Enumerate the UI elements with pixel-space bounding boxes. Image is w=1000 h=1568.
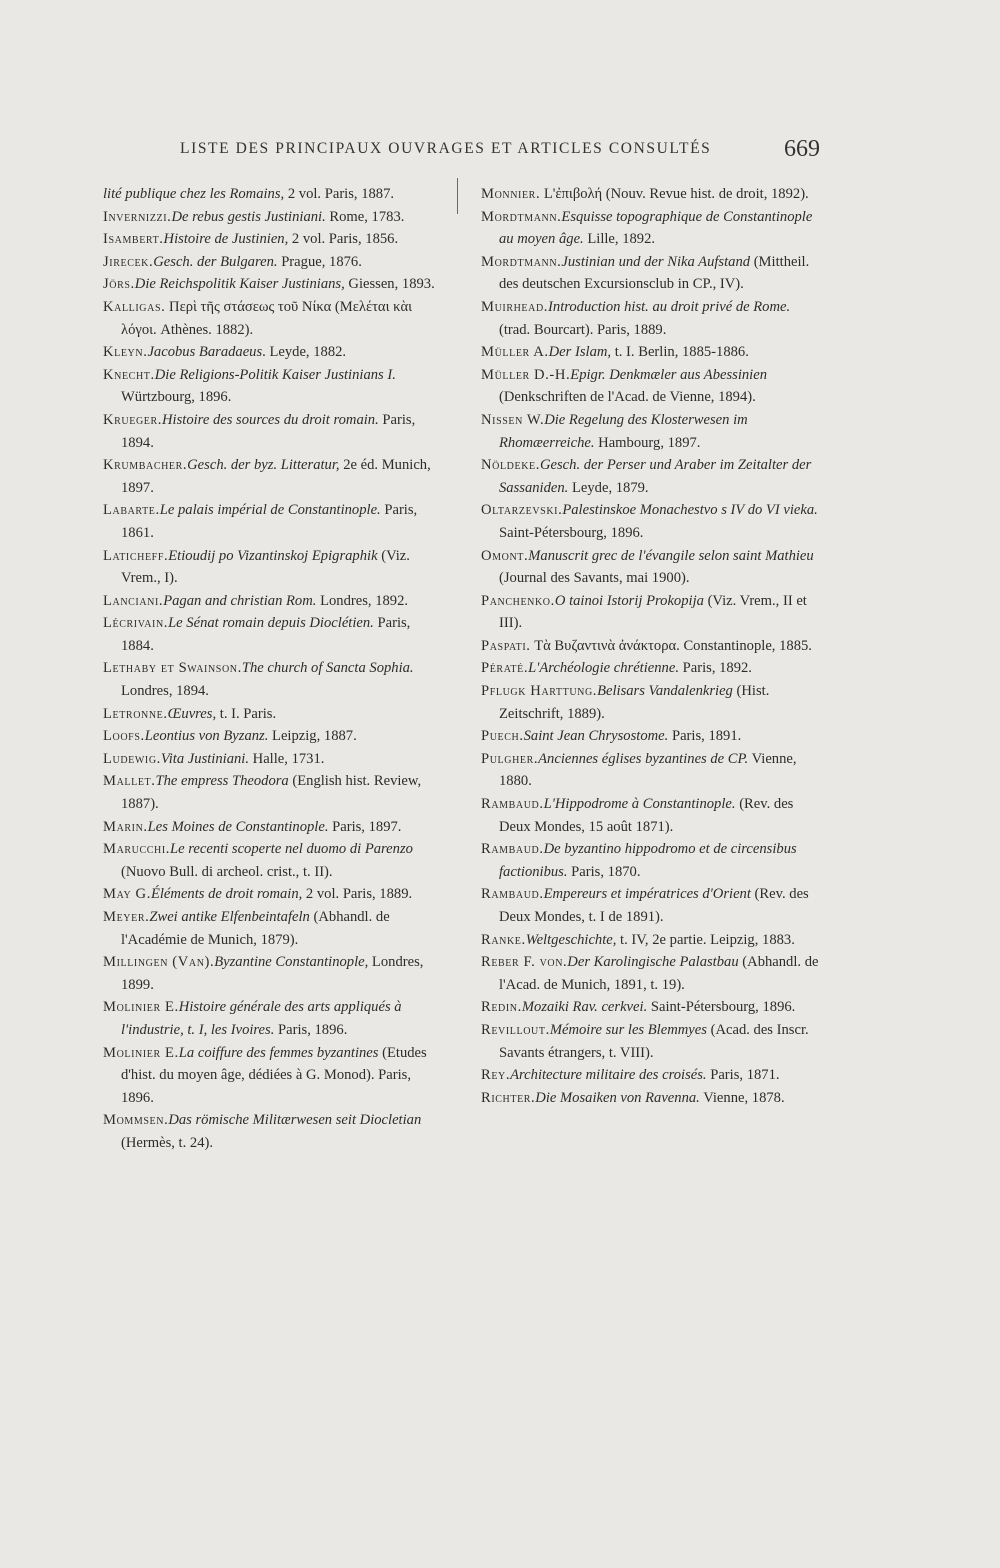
entry-author: Krueger. bbox=[103, 411, 162, 428]
page-number: 669 bbox=[784, 136, 820, 162]
entry-details: L'ἐπιβολή (Nouv. Revue hist. de droit, 1892). bbox=[540, 186, 809, 202]
entry-author: Rambaud. bbox=[481, 886, 544, 903]
bibliography-entry bbox=[481, 635, 821, 658]
bibliography-entry bbox=[481, 883, 821, 928]
entry-details: (Nuovo Bull. di archeol. crist., t. II). bbox=[121, 863, 333, 880]
entry-author: Knecht. bbox=[103, 366, 155, 383]
entry-details: Leipzig, 1887. bbox=[268, 728, 357, 745]
entry-author: Kalligas. bbox=[103, 298, 166, 315]
entry-details: (Etudes d'hist. du moyen âge, dédiées à G. Monod). Paris, 1896. bbox=[121, 1044, 427, 1106]
entry-author: Rey. bbox=[481, 1067, 511, 1084]
bibliography-entry bbox=[481, 951, 821, 996]
entry-author: Puech. bbox=[481, 728, 524, 745]
entry-title: De byzantino hippodromo et de circensibus factionibus. bbox=[499, 841, 797, 880]
entry-author: Mallet. bbox=[103, 773, 156, 790]
entry-title: La coiffure des femmes byzantines bbox=[178, 1044, 379, 1061]
bibliography-entry bbox=[103, 612, 443, 657]
entry-author: Pulgher. bbox=[481, 750, 539, 767]
entry-author: Invernizzi. bbox=[103, 208, 172, 225]
entry-title: Les Moines de Constantinople. bbox=[147, 818, 329, 835]
entry-title: Le recenti scoperte nel duomo di Parenzo bbox=[170, 841, 413, 858]
bibliography-entry bbox=[481, 183, 821, 206]
entry-author: Monnier. bbox=[481, 186, 541, 202]
entry-title: Die Mosaiken von Ravenna. bbox=[535, 1089, 700, 1106]
entry-details: (Rev. des Deux Mondes, 15 août 1871). bbox=[499, 796, 794, 835]
entry-details: Περὶ τῆς στάσεως τοῦ Νίκα (Μελέται κὰι λόγοι. Athènes. 1882). bbox=[121, 298, 413, 338]
bibliography-entry bbox=[481, 364, 821, 409]
entry-author: Molinier E. bbox=[103, 999, 179, 1016]
entry-title: Gesch. der Bulgaren. bbox=[153, 253, 278, 270]
bibliography-entry bbox=[103, 590, 443, 613]
entry-title: Der Karolingische Palastbau bbox=[567, 954, 739, 971]
entry-details: (Viz. Vrem., I). bbox=[121, 547, 410, 587]
entry-title: Mémoire sur les Blemmyes bbox=[549, 1021, 707, 1038]
entry-details: 2 vol. Paris, 1887. bbox=[284, 186, 395, 202]
entry-title: Empereurs et impératrices d'Orient bbox=[543, 886, 751, 903]
entry-author: Lécrivain. bbox=[103, 615, 169, 632]
entry-author: Krumbacher. bbox=[103, 457, 188, 474]
bibliography-entry bbox=[103, 545, 443, 590]
bibliography-entry bbox=[103, 1042, 443, 1110]
bibliography-entry bbox=[103, 499, 443, 544]
entry-title: Anciennes églises byzantines de CP. bbox=[538, 750, 749, 767]
entry-details: Halle, 1731. bbox=[249, 750, 325, 767]
entry-details: Rome, 1783. bbox=[325, 208, 405, 225]
entry-author: Müller D.-H. bbox=[481, 366, 571, 383]
bibliography-entry bbox=[103, 725, 443, 748]
entry-author: Loofs. bbox=[103, 728, 145, 745]
entry-author: Kleyn. bbox=[103, 344, 148, 361]
bibliography-entry bbox=[103, 183, 443, 206]
bibliography-entry bbox=[481, 590, 821, 635]
entry-details: (Mittheil. des deutschen Excursionsclub in CP., IV). bbox=[499, 253, 810, 293]
bibliography-entry bbox=[103, 838, 443, 883]
bibliography-entry bbox=[481, 341, 821, 364]
entry-details: (Journal des Savants, mai 1900). bbox=[499, 570, 690, 587]
entry-author: Muirhead. bbox=[481, 298, 549, 315]
bibliography-entry bbox=[103, 657, 443, 702]
entry-details: Hambourg, 1897. bbox=[594, 434, 701, 451]
bibliography-entry bbox=[481, 657, 821, 680]
bibliography-entry bbox=[103, 770, 443, 815]
entry-title: Justinian und der Nika Aufstand bbox=[561, 253, 751, 270]
entry-author: Oltarzevski. bbox=[481, 502, 563, 519]
entry-title: O tainoi Istorij Prokopija bbox=[554, 592, 704, 609]
bibliography-entry bbox=[103, 906, 443, 951]
entry-author: Ranke. bbox=[481, 931, 526, 948]
bibliography-entry bbox=[103, 703, 443, 726]
entry-author: Richter. bbox=[481, 1089, 536, 1106]
entry-author: Redin. bbox=[481, 999, 522, 1016]
bibliography-entry bbox=[103, 996, 443, 1041]
entry-title: Esquisse topographique de Constantinople au moyen âge. bbox=[499, 208, 813, 248]
entry-title: Vita Justiniani. bbox=[160, 750, 250, 767]
entry-details: Leyde, 1879. bbox=[568, 479, 649, 496]
bibliography-entry bbox=[103, 228, 443, 251]
entry-details: Paris, 1870. bbox=[567, 863, 641, 880]
entry-details: t. IV, 2e partie. Leipzig, 1883. bbox=[616, 931, 795, 948]
bibliography-entry bbox=[103, 206, 443, 229]
entry-details: Paris, 1891. bbox=[668, 728, 742, 745]
entry-author: Jirecek. bbox=[103, 253, 154, 270]
entry-author: Labarte. bbox=[103, 502, 160, 519]
bibliography-entry bbox=[481, 545, 821, 590]
entry-author: Müller A. bbox=[481, 344, 549, 361]
entry-author: Marucchi. bbox=[103, 841, 171, 858]
bibliography-entry bbox=[481, 1064, 821, 1087]
bibliography-entry bbox=[481, 1087, 821, 1110]
entry-details: t. I. Berlin, 1885-1886. bbox=[611, 344, 749, 361]
entry-title: Mozaiki Rav. cerkvei. bbox=[521, 999, 648, 1016]
bibliography-entry bbox=[481, 748, 821, 793]
bibliography-entry bbox=[481, 409, 821, 454]
entry-author: Ludewig. bbox=[103, 750, 161, 767]
entry-title: Palestinskoe Monachestvo s IV do VI vieka. bbox=[562, 502, 818, 519]
entry-title: Epigr. Denkmæler aus Abessinien bbox=[570, 366, 768, 383]
entry-author: Mordtmann. bbox=[481, 253, 562, 270]
entry-details: Saint-Pétersbourg, 1896. bbox=[647, 999, 796, 1016]
entry-title: lité publique chez les Romains, bbox=[103, 186, 285, 202]
entry-title: Œuvres, bbox=[167, 705, 217, 722]
bibliography-entry bbox=[103, 951, 443, 996]
bibliography-entry bbox=[481, 680, 821, 725]
entry-details: Vienne, 1878. bbox=[699, 1089, 785, 1106]
bibliography-entry bbox=[103, 296, 443, 341]
entry-title: Éléments de droit romain, bbox=[150, 886, 303, 903]
entry-author: May G. bbox=[103, 886, 151, 903]
bibliography-entry bbox=[481, 996, 821, 1019]
entry-author: Mommsen. bbox=[103, 1112, 169, 1129]
entry-details: (Denkschriften de l'Acad. de Vienne, 1894). bbox=[499, 389, 756, 406]
entry-details: Paris, 1871. bbox=[706, 1067, 780, 1084]
entry-title: Leontius von Byzanz. bbox=[144, 728, 269, 745]
entry-title: Histoire de Justinien, bbox=[163, 231, 289, 248]
entry-details: Londres, 1899. bbox=[121, 954, 424, 993]
entry-details: Londres, 1894. bbox=[121, 683, 209, 700]
bibliography-entry bbox=[103, 409, 443, 454]
bibliography-entry bbox=[103, 251, 443, 274]
entry-details: (Hist. Zeitschrift, 1889). bbox=[499, 683, 770, 722]
entry-details: t. I. Paris. bbox=[216, 705, 277, 722]
entry-author: Pflugk Harttung. bbox=[481, 683, 598, 700]
bibliography-entry bbox=[481, 251, 821, 296]
entry-title: Saint Jean Chrysostome. bbox=[523, 728, 669, 745]
entry-author: Meyer. bbox=[103, 909, 150, 925]
entry-title: Le Sénat romain depuis Dioclétien. bbox=[168, 615, 374, 632]
entry-title: Gesch. der Perser und Araber im Zeitalter der Sassaniden. bbox=[499, 457, 812, 496]
entry-author: Molinier E. bbox=[103, 1044, 179, 1061]
bibliography-entry bbox=[103, 341, 443, 364]
bibliography-entry bbox=[103, 1109, 443, 1154]
entry-details: Lille, 1892. bbox=[583, 231, 656, 248]
entry-title: De rebus gestis Justiniani. bbox=[171, 208, 326, 225]
entry-author: Paspati. bbox=[481, 637, 531, 654]
entry-author: Marin. bbox=[103, 818, 148, 835]
page-header bbox=[180, 136, 820, 166]
bibliography-entry bbox=[103, 273, 443, 296]
entry-details: (Viz. Vrem., II et III). bbox=[499, 592, 807, 632]
entry-author: Rambaud. bbox=[481, 841, 544, 858]
bibliography-entry bbox=[103, 364, 443, 409]
entry-title: Belisars Vandalenkrieg bbox=[597, 683, 733, 700]
running-title: LISTE DES PRINCIPAUX OUVRAGES ET ARTICLES CONSULTÉS bbox=[180, 140, 712, 157]
entry-author: Lethaby et Swainson. bbox=[103, 660, 242, 677]
bibliography-entry bbox=[103, 816, 443, 839]
bibliography-entry bbox=[481, 499, 821, 544]
entry-title: Die Reichspolitik Kaiser Justinians, bbox=[134, 276, 345, 293]
entry-details: Paris, 1884. bbox=[121, 615, 411, 654]
entry-details: Giessen, 1893. bbox=[344, 276, 435, 293]
entry-title: Die Religions-Politik Kaiser Justinians I. bbox=[154, 366, 396, 383]
entry-title: Der Islam, bbox=[548, 344, 612, 361]
entry-title: The empress Theodora bbox=[155, 773, 289, 790]
entry-title: Introduction hist. au droit privé de Rome. bbox=[548, 298, 791, 315]
bibliography-entry bbox=[481, 929, 821, 952]
entry-author: Letronne. bbox=[103, 705, 168, 722]
entry-author: Omont. bbox=[481, 547, 529, 564]
bibliography-entry bbox=[103, 883, 443, 906]
entry-details: (Abhandl. de l'Acad. de Munich, 1891, t. 19). bbox=[499, 954, 819, 993]
entry-details: Paris, 1861. bbox=[121, 502, 418, 541]
column-divider bbox=[457, 178, 458, 214]
bibliography-entry bbox=[481, 793, 821, 838]
entry-details: (Abhandl. de l'Académie de Munich, 1879). bbox=[121, 909, 390, 948]
entry-details: 2 vol. Paris, 1889. bbox=[302, 886, 413, 903]
entry-title: Die Regelung des Klosterwesen im Rhomæerreiche. bbox=[499, 411, 748, 451]
entry-details: (English hist. Review, 1887). bbox=[121, 773, 422, 813]
bibliography-entry bbox=[103, 454, 443, 499]
entry-title: Weltgeschichte, bbox=[525, 931, 617, 948]
entry-title: Jacobus Baradaeus bbox=[147, 344, 263, 361]
entry-author: Nöldeke. bbox=[481, 457, 540, 474]
entry-title: Zwei antike Elfenbeintafeln bbox=[149, 909, 310, 925]
entry-title: Byzantine Constantinople, bbox=[214, 954, 369, 971]
entry-details: Τὰ Βυζαντινὰ ἀνάκτορα. Constantinople, 1885. bbox=[530, 637, 812, 654]
entry-author: Reber F. von. bbox=[481, 954, 568, 971]
entry-details: (trad. Bourcart). Paris, 1889. bbox=[499, 321, 667, 338]
entry-title: Das römische Militærwesen seit Diocletian bbox=[168, 1112, 422, 1129]
entry-details: 2e éd. Munich, 1897. bbox=[121, 457, 431, 496]
bibliography-entry bbox=[481, 454, 821, 499]
entry-title: Etioudij po Vizantinskoj Epigraphik bbox=[168, 547, 378, 564]
entry-title: Architecture militaire des croisés. bbox=[510, 1067, 707, 1084]
entry-details: Londres, 1892. bbox=[316, 592, 409, 609]
bibliography-column-left bbox=[103, 183, 443, 1155]
entry-author: Revillout. bbox=[481, 1021, 550, 1038]
entry-title: The church of Sancta Sophia. bbox=[241, 660, 414, 677]
entry-title: Le palais impérial de Constantinople. bbox=[159, 502, 381, 519]
entry-details: (Hermès, t. 24). bbox=[121, 1134, 213, 1151]
entry-author: Nissen W. bbox=[481, 411, 545, 428]
entry-author: Panchenko. bbox=[481, 592, 555, 609]
bibliography-entry bbox=[103, 748, 443, 771]
bibliography-entry bbox=[481, 206, 821, 251]
entry-title: Histoire générale des arts appliqués à l'industrie, t. I, les Ivoires. bbox=[121, 999, 402, 1038]
entry-title: Manuscrit grec de l'évangile selon saint Mathieu bbox=[528, 547, 814, 564]
entry-title: L'Archéologie chrétienne. bbox=[528, 660, 679, 677]
entry-details: Saint-Pétersbourg, 1896. bbox=[499, 524, 644, 541]
entry-details: Paris, 1896. bbox=[274, 1021, 348, 1038]
bibliography-entry bbox=[481, 1019, 821, 1064]
bibliography-entry bbox=[481, 296, 821, 341]
entry-details: (Rev. des Deux Mondes, t. I de 1891). bbox=[499, 886, 809, 925]
entry-title: Gesch. der byz. Litteratur, bbox=[187, 457, 340, 474]
entry-author: Laticheff. bbox=[103, 547, 169, 564]
entry-details: Paris, 1897. bbox=[328, 818, 402, 835]
bibliography-entry bbox=[481, 725, 821, 748]
entry-details: (Acad. des Inscr. Savants étrangers, t. VIII). bbox=[499, 1021, 809, 1061]
entry-author: Lanciani. bbox=[103, 592, 164, 609]
entry-author: Jörs. bbox=[103, 276, 135, 293]
entry-details: Paris, 1892. bbox=[678, 660, 752, 677]
entry-details: . Leyde, 1882. bbox=[262, 344, 347, 361]
entry-title: L'Hippodrome à Constantinople. bbox=[543, 796, 736, 813]
bibliography-column-right bbox=[481, 183, 821, 1109]
entry-details: Prague, 1876. bbox=[277, 253, 362, 270]
entry-details: 2 vol. Paris, 1856. bbox=[288, 231, 399, 248]
entry-details: Vienne, 1880. bbox=[499, 750, 797, 790]
entry-details: Würtzbourg, 1896. bbox=[121, 389, 232, 406]
bibliography-entry bbox=[481, 838, 821, 883]
entry-author: Isambert. bbox=[103, 231, 164, 248]
entry-author: Mordtmann. bbox=[481, 208, 562, 225]
entry-author: Pératé. bbox=[481, 660, 529, 677]
entry-author: Millingen (Van). bbox=[103, 954, 215, 971]
entry-title: Pagan and christian Rom. bbox=[163, 592, 317, 609]
entry-details: Paris, 1894. bbox=[121, 411, 416, 451]
entry-title: Histoire des sources du droit romain. bbox=[162, 411, 379, 428]
entry-author: Rambaud. bbox=[481, 796, 544, 813]
